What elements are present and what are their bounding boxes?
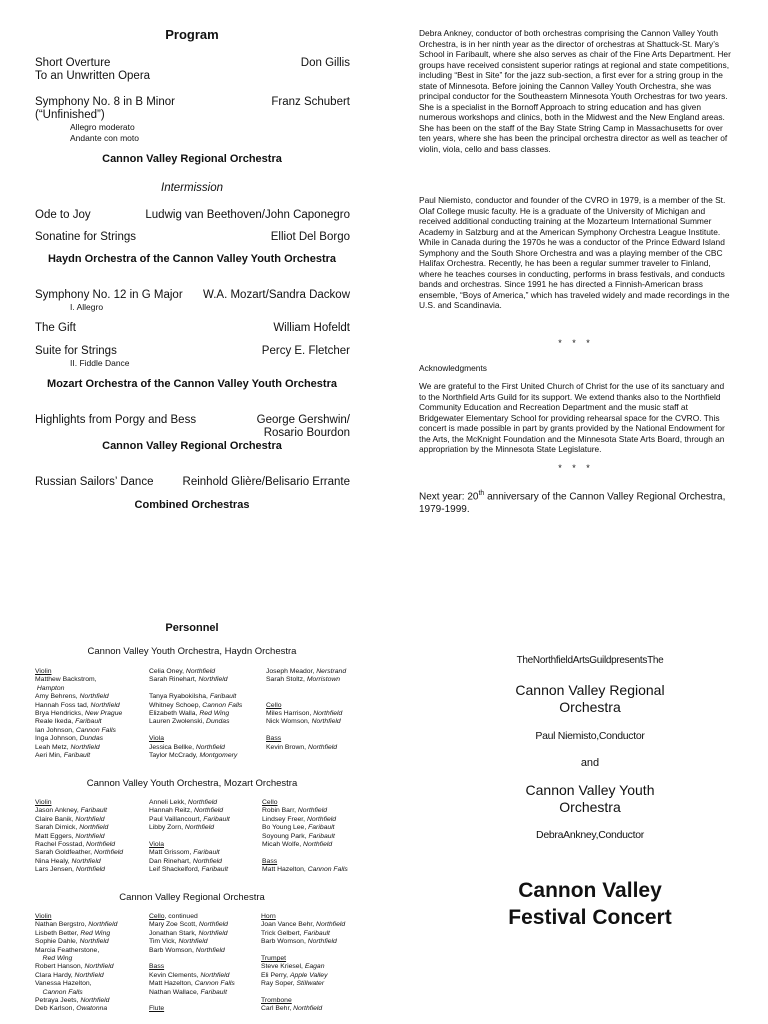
composer: Don Gillis xyxy=(300,57,350,69)
ensemble-label: Mozart Orchestra of the Cannon Valley Youth Orchestra xyxy=(47,378,337,390)
personnel-title: Personnel xyxy=(165,622,219,634)
composer: Franz Schubert xyxy=(271,96,350,108)
work-title: Short Overture To an Unwritten Opera xyxy=(35,57,151,82)
divider-stars: * * * xyxy=(558,463,594,473)
program-title: Program xyxy=(165,27,219,42)
mozart-heading: Cannon Valley Youth Orchestra, Mozart Orchestra xyxy=(86,778,298,789)
composer: William Hofeldt xyxy=(273,322,350,334)
regional-conductor: Paul Niemisto,Conductor xyxy=(535,730,645,742)
program-item xyxy=(35,96,350,144)
ankney-bio xyxy=(419,28,733,154)
program-item xyxy=(35,289,350,313)
regional-column: Violin Nathan Bergstro, Northfield Lisbeth Better, Red Wing Sophie Dahle, Northfield Marcia Featherstone, Red Wing Robert Hanson, Northfield Clara Hardy, Northfield Vanessa Hazelton, Cannon Falls Petraya Jeets, Northfield Deb Karlson, Owatonna xyxy=(35,913,118,1013)
work-title: Ode to Joy xyxy=(35,209,91,221)
haydn-column: Joseph Meador, Nerstrand Sarah Stoltz, Morristown Cello Miles Harrison, Northfield Nick Womson, Northfield Bass Kevin Brown, Northfield xyxy=(266,668,347,751)
next-year-pre: Next year: 20 xyxy=(419,491,479,503)
mozart-column: Violin Jason Ankney, Faribault Claire Banik, Northfield Sarah Dimick, Northfield Matt Eggers, Northfield Rachel Fosstad, Northfield Sarah Goldfeather, Northfield Nina Healy, Northfield Lars Jensen, Northfield xyxy=(35,799,124,874)
next-year-sup: th xyxy=(478,490,485,497)
program-item xyxy=(35,476,350,489)
haydn-column: Celia Oney, Northfield Sarah Rinehart, Northfield Tanya Ryabokilsha, Faribault Whitney Schoep, Cannon Falls Elizabeth Walla, Red Wing Lauren Zwolenski, Dundas Viola Jessica Bellke, Northfield Taylor McCrady, Montgomery xyxy=(149,668,243,760)
movements: I. Allegro xyxy=(70,302,104,312)
movements: II. Fiddle Dance xyxy=(70,358,130,368)
presents-line: TheNorthfieldArtsGuildpresentsThe xyxy=(516,655,664,666)
program-item xyxy=(35,57,350,83)
and-label: and xyxy=(580,757,600,769)
haydn-heading: Cannon Valley Youth Orchestra, Haydn Orchestra xyxy=(87,646,297,657)
composer: Reinhold Glière/Belisario Errante xyxy=(182,476,350,488)
composer: Ludwig van Beethoven/John Caponegro xyxy=(145,209,350,221)
work-title: Suite for Strings xyxy=(35,345,117,357)
divider-stars: * * * xyxy=(558,338,594,348)
youth-orchestra-name: Cannon Valley Youth Orchestra xyxy=(525,782,655,815)
mozart-column: Anneli Lekk, Northfield Hannah Reitz, Northfield Paul Vaillancourt, Faribault Libby Zorn, Northfield Viola Matt Grissom, Faribault Dan Rinehart, Northfield Leif Shackelford, Faribault xyxy=(149,799,230,874)
acknowledgments-heading: Acknowledgments xyxy=(419,363,487,373)
youth-conductor: DebraAnkney,Conductor xyxy=(536,829,644,841)
ankney-bio-text: Debra Ankney, conductor of both orchestras comprising the Cannon Valley Youth Orchestra, is in her ninth year as the director of orchestras at Shattuck-St. Mary’s School in Faribault, where she also serves as chair of the Fine Arts Department. Her groups have received consistent superior ratings at regional and state competitions, including “Best in Site” for the jazz sub-section, a first ever for a string group in the state of Minnesota. Before joining the Cannon Valley Youth Orchestra, she was principal conductor for the Southeastern Minnesota Youth Orchestras for two years. She is a specialist in the Bornoff Approach to string education and has given numerous workshops and clinics, both in the Midwest and the New England areas. She has been on the staff of the Bay State String Camp in Massachusetts for over ten years, where she has been the principal orchestra director as well as teacher of violin, viola, cello and bass classes. xyxy=(419,28,731,154)
haydn-column: Violin Matthew Backstrom, Hampton Amy Behrens, Northfield Hannah Foss tad, Northfield Brya Hendricks, New Prague Reale Ikeda, Faribault Ian Johnson, Cannon Falls Inga Johnson, Dundas Leah Metz, Northfield Aeri Min, Faribault xyxy=(35,668,123,760)
regional-column: Horn Joan Vance Behr, Northfield Trick Gelbert, Faribault Barb Womson, Northfield Trumpet Steve Kriesel, Eagan Eli Perry, Apple Valley Ray Soper, Stillwater Trombone Carl Behr, Northfield xyxy=(261,913,346,1013)
acknowledgments-text: We are grateful to the First United Church of Christ for the use of its sanctuary and to the Northfield Arts Guild for its support. We extend thanks also to the Northfield Community Education and Recreation Department and the music staff at Bridgewater Elementary School for providing rehearsal space for the CVRO. This concert is made possible in part by grants provided by the National Endowment for the Arts, the McKnight Foundation and the Minnesota State Arts Board, through an appropriation by the Minnesota State Legislature. xyxy=(419,381,725,454)
work-title: Russian Sailors’ Dance xyxy=(35,476,154,488)
festival-title: Cannon Valley Festival Concert xyxy=(508,879,672,929)
work-title: Symphony No. 8 in B Minor (“Unfinished”) xyxy=(35,96,175,121)
composer: Elliot Del Borgo xyxy=(270,231,350,243)
niemisto-bio xyxy=(419,195,733,311)
next-year-note xyxy=(419,487,739,516)
composer: W.A. Mozart/Sandra Dackow xyxy=(203,289,350,301)
work-title: The Gift xyxy=(35,322,76,334)
ensemble-label: Cannon Valley Regional Orchestra xyxy=(102,440,282,452)
ensemble-label: Cannon Valley Regional Orchestra xyxy=(102,153,282,165)
program-item xyxy=(35,322,350,335)
regional-column: Cello, continued Mary Zoe Scott, Northfield Jonathan Stark, Northfield Tim Vick, Northfield Barb Womson, Northfield Bass Kevin Clements, Northfield Matt Hazelton, Cannon Falls Nathan Wallace, Faribault Flute xyxy=(149,913,235,1013)
composer: George Gershwin/ Rosario Bourdon xyxy=(256,414,350,439)
program-item xyxy=(35,414,350,440)
work-title: Symphony No. 12 in G Major xyxy=(35,289,183,301)
regional-orchestra-name: Cannon Valley Regional Orchestra xyxy=(515,682,665,715)
intermission-label: Intermission xyxy=(161,182,223,194)
niemisto-bio-text: Paul Niemisto, conductor and founder of the CVRO in 1979, is a member of the St. Olaf College music faculty. He is a graduate of the University of Michigan and received additional conducting training at the Mozarteum International Summer Academy in Salzburg and at the American Symphony Orchestra League Institute. While in Canada during the 1970s he was a conductor of the Prince Edward Island Symphony and the South Shore Orchestra and was a playing member of the CBC Halifax Orchestra. Recently, he has been a regular summer traveler to Finland, where he teaches courses in conducting, performs in brass festivals, and conducts bands and orchestras. Since 1991 he has directed a Finnish-American brass ensemble, “Boys of America,” which has traveled widely and made recordings in the U.S. and Scandinavia. xyxy=(419,195,730,310)
mozart-column: Cello Robin Barr, Northfield Lindsey Freer, Northfield Bo Young Lee, Faribault Soyoung Park, Faribault Micah Wolfe, Northfield Bass Matt Hazelton, Cannon Falls xyxy=(262,799,348,874)
movements: Allegro moderato Andante con moto xyxy=(70,122,139,143)
program-item xyxy=(35,209,350,222)
next-year-post: anniversary of the Cannon Valley Regional Orchestra, 1979-1999. xyxy=(419,491,726,516)
ensemble-label: Haydn Orchestra of the Cannon Valley Youth Orchestra xyxy=(47,253,337,265)
program-item xyxy=(35,231,350,244)
program-item xyxy=(35,345,350,369)
work-title: Highlights from Porgy and Bess xyxy=(35,414,197,426)
regional-heading: Cannon Valley Regional Orchestra xyxy=(119,892,265,903)
composer: Percy E. Fletcher xyxy=(261,345,350,357)
ensemble-label: Combined Orchestras xyxy=(134,499,250,511)
work-title: Sonatine for Strings xyxy=(35,231,137,243)
